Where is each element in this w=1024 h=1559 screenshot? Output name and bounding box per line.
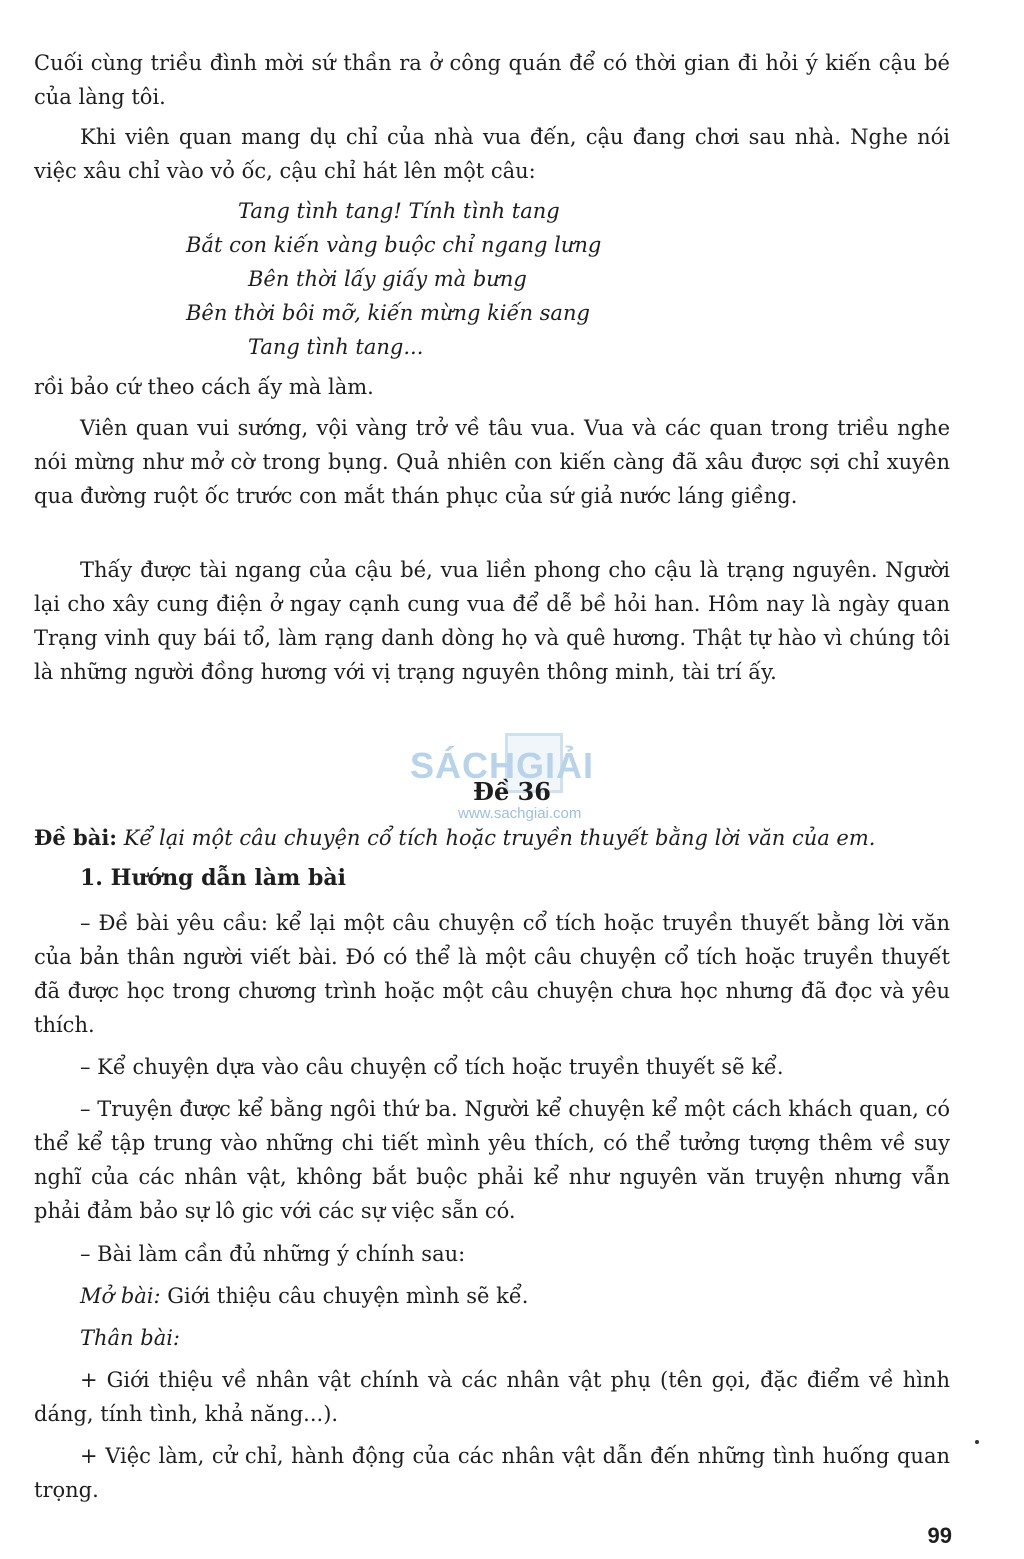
bullet-4: – Bài làm cần đủ những ý chính sau: [80, 1242, 466, 1266]
verse-line-4: Bên thời bôi mỡ, kiến mừng kiến sang [186, 301, 590, 325]
watermark-url: www.sachgiai.com [458, 805, 582, 822]
bullet-1: – Đề bài yêu cầu: kể lại một câu chuyện cổ tích hoặc truyền thuyết bằng lời văn của bản thân người viết bài. Đó có thể là một câu chuyện cổ tích hoặc truyền thuyết đã được học trong chương trình hoặc một câu chuyện chưa học nhưng đã đọc và yêu thích. [34, 911, 950, 1037]
task-line [34, 821, 964, 855]
watermark-brand: SÁCHGIẢI [410, 745, 595, 786]
task-label: Đề bài: [34, 825, 118, 850]
subheading: 1. Hướng dẫn làm bài [80, 865, 346, 891]
plus-item-2: + Việc làm, cử chỉ, hành động của các nhân vật dẫn đến những tình huống quan trọng. [34, 1444, 950, 1502]
verse-line-3: Bên thời lấy giấy mà bưng [248, 267, 527, 291]
verse-line-2: Bắt con kiến vàng buộc chỉ ngang lưng [186, 233, 602, 257]
paragraph-3: rồi bảo cứ theo cách ấy mà làm. [34, 375, 374, 399]
paragraph-5: Thấy được tài ngang của cậu bé, vua liền phong cho cậu là trạng nguyên. Người lại cho xây cung điện ở ngay cạnh cung vua để dễ bề hỏi han. Hôm nay là ngày quan Trạng vinh quy bái tổ, làm rạng danh dòng họ và quê hương. Thật tự hào vì chúng tôi là những người đồng hương với vị trạng nguyên thông minh, tài trí ấy. [34, 558, 950, 684]
than-bai-label: Thân bài: [80, 1326, 181, 1350]
mo-bai-text: Giới thiệu câu chuyện mình sẽ kể. [160, 1284, 529, 1308]
bullet-3: – Truyện được kể bằng ngôi thứ ba. Người kể chuyện kể một cách khách quan, có thể kể tập trung vào những chi tiết mình yêu thích, có thể tưởng tượng thêm về suy nghĩ của các nhân vật, không bắt buộc phải kể như nguyên văn truyện nhưng vẫn phải đảm bảo sự lô gic với các sự việc sẵn có. [34, 1097, 950, 1223]
plus-item-1: + Giới thiệu về nhân vật chính và các nhân vật phụ (tên gọi, đặc điểm về hình dáng, tính tình, khả năng...). [34, 1368, 950, 1426]
paragraph-4: Viên quan vui sướng, vội vàng trở về tâu vua. Vua và các quan trong triều nghe nói mừng như mở cờ trong bụng. Quả nhiên con kiến càng đã xâu được sợi chỉ xuyên qua đường ruột ốc trước con mắt thán phục của sứ giả nước láng giềng. [34, 416, 950, 508]
mo-bai-label: Mở bài: [80, 1284, 161, 1308]
margin-dot [975, 1440, 979, 1444]
task-text: Kể lại một câu chuyện cổ tích hoặc truyền thuyết bằng lời văn của em. [123, 826, 876, 850]
page-number: 99 [927, 1523, 952, 1548]
mo-bai-line [34, 1279, 950, 1313]
verse-line-1: Tang tình tang! Tính tình tang [238, 199, 560, 223]
section-title: Đề 36 [473, 777, 551, 806]
paragraph-2: Khi viên quan mang dụ chỉ của nhà vua đến, cậu đang chơi sau nhà. Nghe nói việc xâu chỉ vào vỏ ốc, cậu chỉ hát lên một câu: [34, 125, 950, 183]
bullet-2: – Kể chuyện dựa vào câu chuyện cổ tích hoặc truyền thuyết sẽ kể. [80, 1055, 784, 1079]
paragraph-1: Cuối cùng triều đình mời sứ thần ra ở công quán để có thời gian đi hỏi ý kiến cậu bé của làng tôi. [34, 51, 950, 109]
verse-line-5: Tang tình tang... [248, 335, 424, 359]
